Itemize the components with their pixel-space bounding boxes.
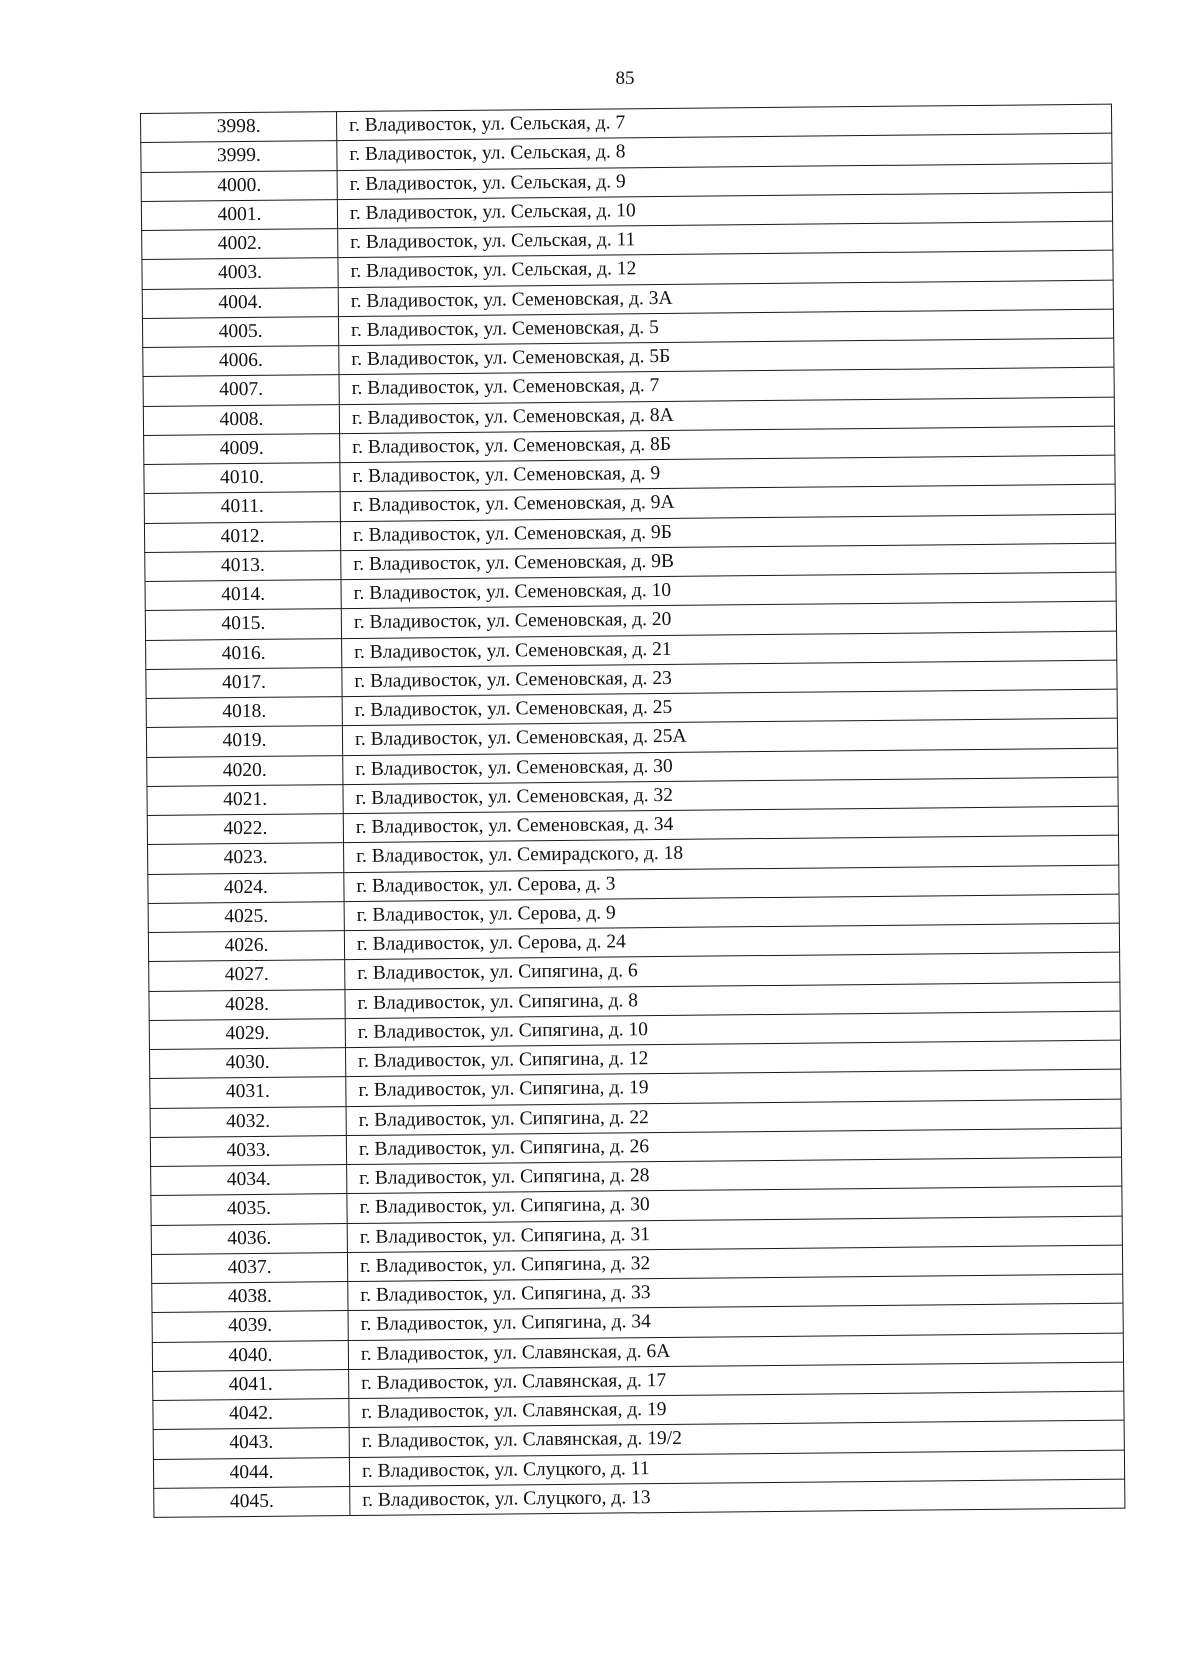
address-cell: г. Владивосток, ул. Славянская, д. 6А xyxy=(348,1333,1123,1370)
address-cell: г. Владивосток, ул. Семеновская, д. 20 xyxy=(341,601,1116,638)
address-cell: г. Владивосток, ул. Сипягина, д. 19 xyxy=(346,1069,1121,1106)
row-number-cell: 4004. xyxy=(142,287,338,318)
address-cell: г. Владивосток, ул. Сипягина, д. 26 xyxy=(346,1128,1121,1165)
address-cell: г. Владивосток, ул. Сельская, д. 10 xyxy=(337,192,1112,229)
row-number-cell: 4021. xyxy=(147,784,343,815)
address-cell: г. Владивосток, ул. Семеновская, д. 30 xyxy=(343,748,1118,785)
row-number-cell: 4040. xyxy=(152,1340,348,1371)
row-number-cell: 4003. xyxy=(142,258,338,289)
address-cell: г. Владивосток, ул. Семеновская, д. 5Б xyxy=(339,338,1114,375)
row-number-cell: 4034. xyxy=(151,1165,347,1196)
row-number-cell: 4022. xyxy=(147,814,343,845)
address-table xyxy=(140,104,1125,1518)
address-cell: г. Владивосток, ул. Семеновская, д. 21 xyxy=(342,631,1117,668)
row-number-cell: 4035. xyxy=(151,1194,347,1225)
address-cell: г. Владивосток, ул. Семеновская, д. 5 xyxy=(338,309,1113,346)
address-cell: г. Владивосток, ул. Семеновская, д. 25 xyxy=(342,689,1117,726)
row-number-cell: 4038. xyxy=(152,1282,348,1313)
address-cell: г. Владивосток, ул. Семеновская, д. 25А xyxy=(342,718,1117,755)
row-number-cell: 4025. xyxy=(148,901,344,932)
address-cell: г. Владивосток, ул. Сипягина, д. 34 xyxy=(348,1303,1123,1340)
row-number-cell: 4024. xyxy=(148,872,344,903)
row-number-cell: 4044. xyxy=(153,1457,349,1488)
row-number-cell: 4018. xyxy=(146,697,342,728)
row-number-cell: 4012. xyxy=(144,521,340,552)
address-cell: г. Владивосток, ул. Серова, д. 24 xyxy=(344,923,1119,960)
row-number-cell: 3999. xyxy=(141,141,337,172)
row-number-cell: 4002. xyxy=(142,229,338,260)
row-number-cell: 4000. xyxy=(141,170,337,201)
address-cell: г. Владивосток, ул. Семеновская, д. 7 xyxy=(339,367,1114,404)
address-cell: г. Владивосток, ул. Славянская, д. 19 xyxy=(349,1391,1124,1428)
address-cell: г. Владивосток, ул. Семеновская, д. 9 xyxy=(340,455,1115,492)
row-number-cell: 4027. xyxy=(149,960,345,991)
row-number-cell: 4041. xyxy=(153,1369,349,1400)
address-cell: г. Владивосток, ул. Слуцкого, д. 13 xyxy=(350,1479,1125,1516)
address-cell: г. Владивосток, ул. Сипягина, д. 30 xyxy=(347,1186,1122,1223)
address-cell: г. Владивосток, ул. Сипягина, д. 8 xyxy=(345,982,1120,1019)
address-cell: г. Владивосток, ул. Семеновская, д. 23 xyxy=(342,660,1117,697)
row-number-cell: 4016. xyxy=(146,638,342,669)
document-sheet xyxy=(140,104,1125,1518)
address-cell: г. Владивосток, ул. Семеновская, д. 9Б xyxy=(340,514,1115,551)
row-number-cell: 4036. xyxy=(151,1223,347,1254)
address-cell: г. Владивосток, ул. Серова, д. 9 xyxy=(344,894,1119,931)
row-number-cell: 4009. xyxy=(144,433,340,464)
row-number-cell: 4014. xyxy=(145,580,341,611)
row-number-cell: 4008. xyxy=(143,404,339,435)
address-cell: г. Владивосток, ул. Семеновская, д. 9В xyxy=(341,543,1116,580)
row-number-cell: 4023. xyxy=(148,843,344,874)
row-number-cell: 4010. xyxy=(144,463,340,494)
row-number-cell: 4031. xyxy=(150,1077,346,1108)
address-cell: г. Владивосток, ул. Сельская, д. 8 xyxy=(337,133,1112,170)
row-number-cell: 3998. xyxy=(141,112,337,143)
address-cell: г. Владивосток, ул. Слуцкого, д. 11 xyxy=(349,1450,1124,1487)
row-number-cell: 4028. xyxy=(149,989,345,1020)
row-number-cell: 4030. xyxy=(149,1048,345,1079)
row-number-cell: 4039. xyxy=(152,1311,348,1342)
address-cell: г. Владивосток, ул. Семеновская, д. 34 xyxy=(343,806,1118,843)
page-number: 85 xyxy=(615,68,635,89)
address-cell: г. Владивосток, ул. Сипягина, д. 33 xyxy=(348,1274,1123,1311)
row-number-cell: 4011. xyxy=(144,492,340,523)
address-cell: г. Владивосток, ул. Семеновская, д. 9А xyxy=(340,484,1115,521)
row-number-cell: 4017. xyxy=(146,667,342,698)
row-number-cell: 4033. xyxy=(150,1135,346,1166)
row-number-cell: 4006. xyxy=(143,346,339,377)
address-cell: г. Владивосток, ул. Сипягина, д. 22 xyxy=(346,1099,1121,1136)
address-table-body xyxy=(141,104,1125,1517)
row-number-cell: 4001. xyxy=(141,199,337,230)
row-number-cell: 4042. xyxy=(153,1399,349,1430)
address-cell: г. Владивосток, ул. Серова, д. 3 xyxy=(344,865,1119,902)
row-number-cell: 4020. xyxy=(147,755,343,786)
row-number-cell: 4015. xyxy=(145,609,341,640)
address-cell: г. Владивосток, ул. Сипягина, д. 31 xyxy=(347,1216,1122,1253)
address-cell: г. Владивосток, ул. Сипягина, д. 28 xyxy=(347,1157,1122,1194)
address-cell: г. Владивосток, ул. Семеновская, д. 3А xyxy=(338,280,1113,317)
address-cell: г. Владивосток, ул. Сипягина, д. 10 xyxy=(345,1011,1120,1048)
address-cell: г. Владивосток, ул. Сипягина, д. 6 xyxy=(345,952,1120,989)
address-cell: г. Владивосток, ул. Сельская, д. 7 xyxy=(336,104,1111,141)
row-number-cell: 4005. xyxy=(142,316,338,347)
row-number-cell: 4007. xyxy=(143,375,339,406)
address-cell: г. Владивосток, ул. Семирадского, д. 18 xyxy=(344,835,1119,872)
row-number-cell: 4037. xyxy=(151,1252,347,1283)
row-number-cell: 4013. xyxy=(145,550,341,581)
address-cell: г. Владивосток, ул. Сельская, д. 9 xyxy=(337,163,1112,200)
address-cell: г. Владивосток, ул. Семеновская, д. 10 xyxy=(341,572,1116,609)
address-cell: г. Владивосток, ул. Семеновская, д. 8Б xyxy=(340,426,1115,463)
address-cell: г. Владивосток, ул. Сипягина, д. 32 xyxy=(347,1245,1122,1282)
row-number-cell: 4045. xyxy=(154,1486,350,1517)
row-number-cell: 4019. xyxy=(146,726,342,757)
row-number-cell: 4032. xyxy=(150,1106,346,1137)
address-cell: г. Владивосток, ул. Сельская, д. 11 xyxy=(338,221,1113,258)
address-cell: г. Владивосток, ул. Сипягина, д. 12 xyxy=(345,1040,1120,1077)
address-cell: г. Владивосток, ул. Семеновская, д. 32 xyxy=(343,777,1118,814)
address-cell: г. Владивосток, ул. Славянская, д. 19/2 xyxy=(349,1420,1124,1457)
row-number-cell: 4029. xyxy=(149,1018,345,1049)
address-cell: г. Владивосток, ул. Семеновская, д. 8А xyxy=(339,397,1114,434)
row-number-cell: 4043. xyxy=(153,1428,349,1459)
row-number-cell: 4026. xyxy=(148,931,344,962)
address-cell: г. Владивосток, ул. Сельская, д. 12 xyxy=(338,250,1113,287)
address-cell: г. Владивосток, ул. Славянская, д. 17 xyxy=(349,1362,1124,1399)
